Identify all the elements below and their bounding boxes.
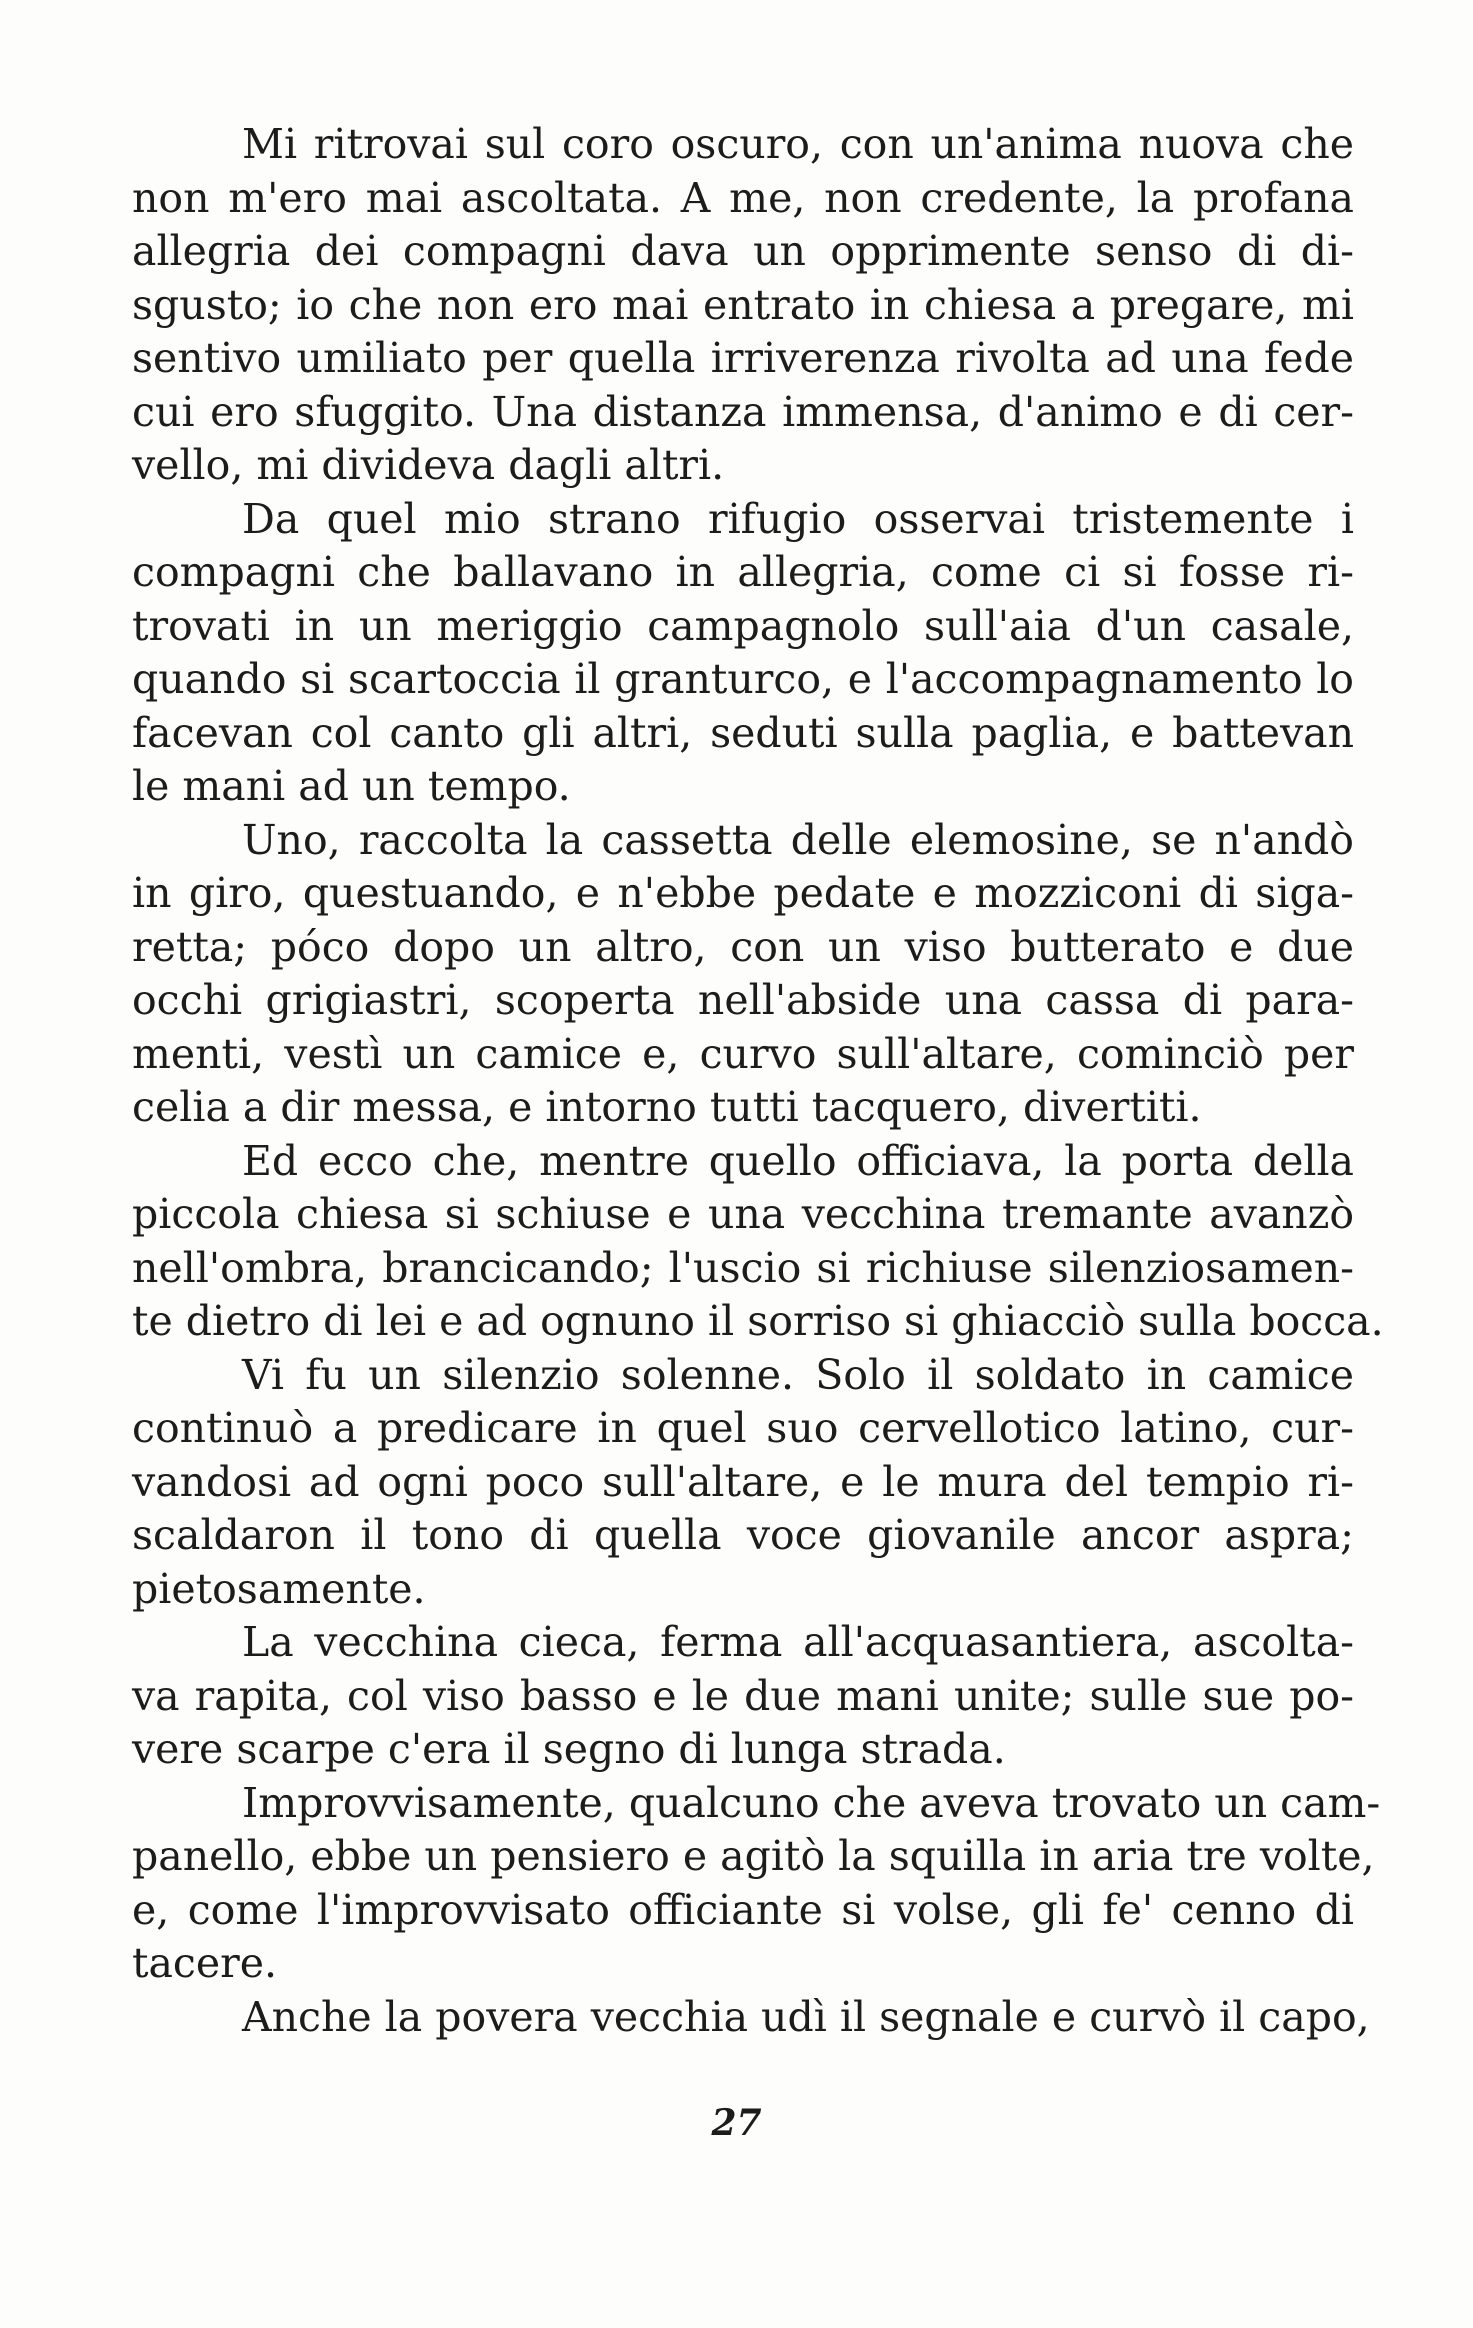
text-line: scaldaron il tono di quella voce giovanile ancor aspra; [132,1511,1354,1559]
text-line: panello, ebbe un pensiero e agitò la squilla in aria tre volte, [132,1832,1375,1880]
page-text [132,118,1384,2044]
text-line: vandosi ad ogni poco sull'altare, e le mura del tempio ri- [132,1457,1354,1506]
text-line: compagni che ballavano in allegria, come ci si fosse ri- [132,548,1354,596]
text-line: vere scarpe c'era il segno di lunga strada. [132,1725,1006,1773]
text-line: nell'ombra, brancicando; l'uscio si richiuse silenziosamen- [132,1243,1354,1292]
text-line: Improvvisamente, qualcuno che aveva trovato un cam- [242,1778,1381,1827]
text-line: Anche la povera vecchia udì il segnale e curvò il capo, [242,1992,1370,2041]
text-line: Mi ritrovai sul coro oscuro, con un'anima nuova che [242,120,1354,168]
text-line: tacere. [132,1939,278,1987]
text-line: quando si scartoccia il granturco, e l'accompagnamento lo [132,655,1354,703]
text-line: continuò a predicare in quel suo cervellotico latino, cur- [132,1404,1354,1452]
text-line: La vecchina cieca, ferma all'acquasantiera, ascolta- [242,1618,1354,1666]
text-line: occhi grigiastri, scoperta nell'abside una cassa di para- [132,976,1354,1024]
text-line: sentivo umiliato per quella irriverenza rivolta ad una fede [132,334,1354,382]
text-line: pietosamente. [132,1564,426,1613]
text-line: in giro, questuando, e n'ebbe pedate e mozziconi di siga- [132,869,1354,917]
text-line: Vi fu un silenzio solenne. Solo il soldato in camice [242,1350,1354,1399]
page-number: 27 [711,2102,762,2144]
text-line: menti, vestì un camice e, curvo sull'altare, cominciò per [132,1029,1354,1078]
text-line: e, come l'improvvisato officiante si volse, gli fe' cenno di [132,1885,1354,1934]
text-line: Ed ecco che, mentre quello officiava, la porta della [242,1136,1354,1185]
text-line: celia a dir messa, e intorno tutti tacquero, divertiti. [132,1083,1202,1131]
text-line: non m'ero mai ascoltata. A me, non credente, la profana [132,173,1354,222]
text-line: Da quel mio strano rifugio osservai tristemente i [242,494,1354,543]
text-line: cui ero sfuggito. Una distanza immensa, d'animo e di cer- [132,387,1354,436]
text-line: va rapita, col viso basso e le due mani unite; sulle sue po- [132,1671,1354,1720]
text-line: le mani ad un tempo. [132,762,571,810]
text-line: trovati in un meriggio campagnolo sull'aia d'un casale, [132,601,1354,650]
text-line: vello, mi divideva dagli altri. [132,441,725,489]
text-line: Uno, raccolta la cassetta delle elemosine, se n'andò [242,815,1354,864]
text-line: te dietro di lei e ad ognuno il sorriso si ghiacciò sulla bocca. [132,1297,1384,1345]
text-line: piccola chiesa si schiuse e una vecchina tremante avanzò [132,1190,1354,1238]
text-line: sgusto; io che non ero mai entrato in chiesa a pregare, mi [132,280,1354,329]
text-line: facevan col canto gli altri, seduti sulla paglia, e battevan [132,708,1354,757]
text-line: retta; póco dopo un altro, con un viso butterato e due [132,922,1354,971]
text-line: allegria dei compagni dava un opprimente senso di di- [132,227,1354,275]
